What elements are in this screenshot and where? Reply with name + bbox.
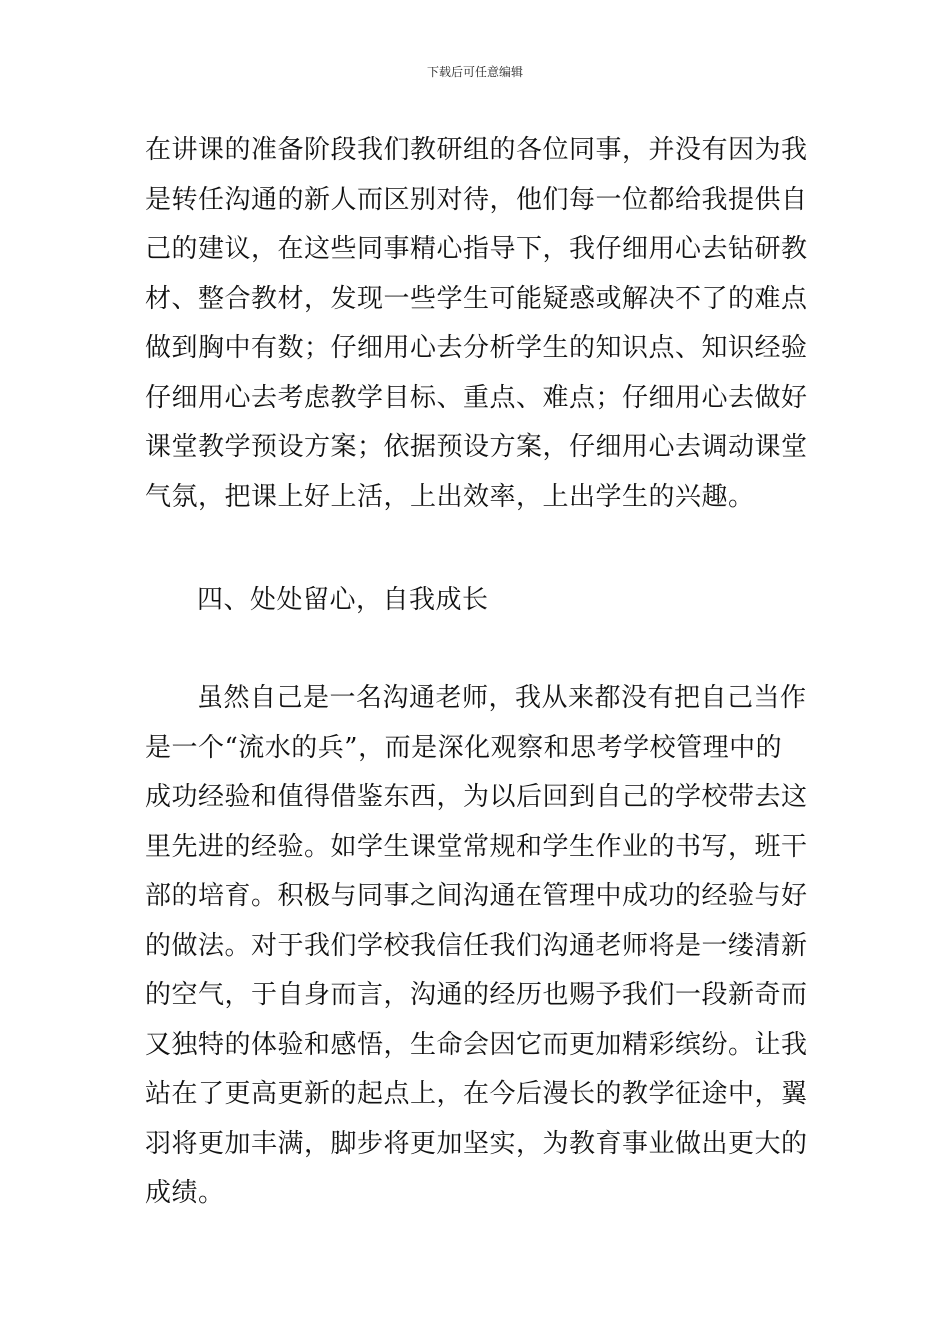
paragraph-line: 羽将更加丰满，脚步将更加坚实，为教育事业做出更大的 [145, 1128, 808, 1159]
page-header: 下载后可任意编辑 [426, 65, 523, 79]
paragraph-line: 气氛，把课上好上活，上出效率，上出学生的兴趣。 [145, 481, 755, 512]
paragraph-line: 材、整合教材，发现一些学生可能疑惑或解决不了的难点 [145, 283, 808, 314]
paragraph-line: 成绩。 [145, 1178, 225, 1208]
paragraph-line: 站在了更高更新的起点上，在今后漫长的教学征途中，翼 [145, 1079, 808, 1109]
section-heading: 四、处处留心，自我成长 [197, 585, 489, 615]
paragraph-line: 做到胸中有数；仔细用心去分析学生的知识点、知识经验 [145, 333, 808, 363]
paragraph-line: 课堂教学预设方案；依据预设方案，仔细用心去调动课堂 [145, 432, 808, 462]
paragraph-line: 仔细用心去考虑教学目标、重点、难点；仔细用心去做好 [145, 382, 808, 413]
paragraph-line: 部的培育。积极与同事之间沟通在管理中成功的经验与好 [145, 881, 808, 911]
paragraph-line: 的空气，于自身而言，沟通的经历也赐予我们一段新奇而 [145, 980, 808, 1010]
paragraph-2 [145, 674, 810, 1219]
paragraph-line: 是转任沟通的新人而区别对待，他们每一位都给我提供自 [145, 184, 808, 215]
paragraph-line: 成功经验和值得借鉴东西，为以后回到自己的学校带去这 [145, 782, 808, 812]
paragraph-line: 是一个“流水的兵”，而是深化观察和思考学校管理中的 [145, 732, 783, 763]
paragraph-line: 又独特的体验和感悟，生命会因它而更加精彩缤纷。让我 [145, 1029, 808, 1060]
paragraph-1 [145, 126, 810, 522]
paragraph-line: 在讲课的准备阶段我们教研组的各位同事，并没有因为我 [145, 135, 808, 165]
paragraph-line: 虽然自己是一名沟通老师，我从来都没有把自己当作 [197, 683, 807, 713]
paragraph-line: 的做法。对于我们学校我信任我们沟通老师将是一缕清新 [145, 930, 808, 961]
paragraph-line: 己的建议，在这些同事精心指导下，我仔细用心去钻研教 [145, 234, 808, 264]
paragraph-line: 里先进的经验。如学生课堂常规和学生作业的书写，班干 [145, 831, 808, 862]
